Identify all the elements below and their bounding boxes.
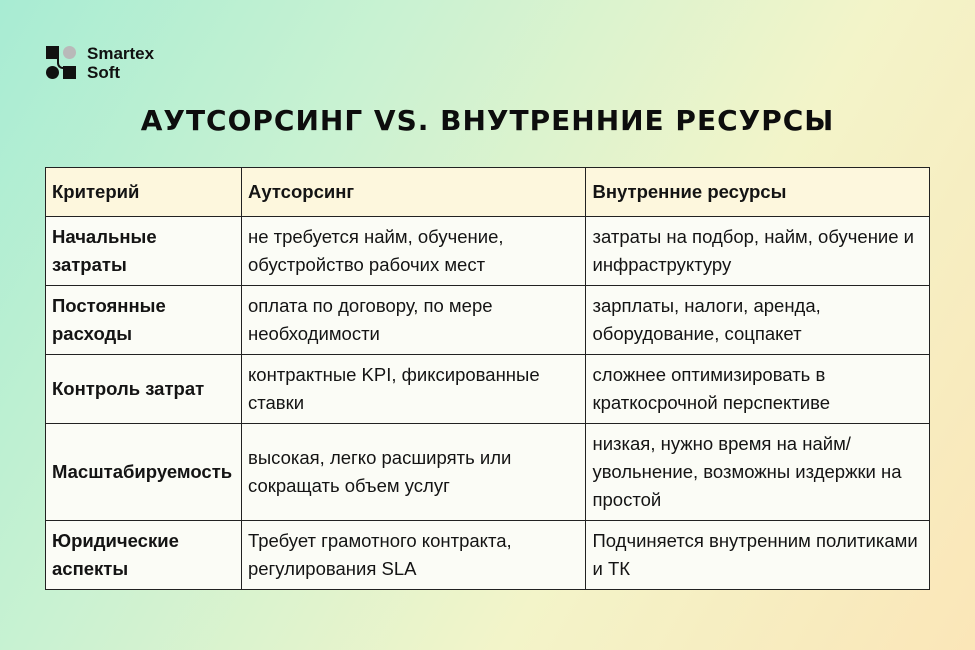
row-internal: Подчиняется внутренним политиками и ТК xyxy=(586,521,930,590)
header-internal: Внутренние ресурсы xyxy=(586,168,930,217)
logo-text xyxy=(87,44,154,82)
row-internal: зарплаты, налоги, аренда, оборудование, соцпакет xyxy=(586,286,930,355)
table-row xyxy=(46,355,930,424)
row-outsourcing: не требуется найм, обучение, обустройство рабочих мест xyxy=(241,217,586,286)
row-internal: затраты на подбор, найм, обучение и инфраструктуру xyxy=(586,217,930,286)
row-criterion: Масштабируемость xyxy=(46,424,242,521)
row-outsourcing: Требует грамотного контракта, регулирования SLA xyxy=(241,521,586,590)
table-row xyxy=(46,217,930,286)
row-outsourcing: высокая, легко расширять или сокращать объем услуг xyxy=(241,424,586,521)
table-row xyxy=(46,286,930,355)
header-outsourcing: Аутсорсинг xyxy=(241,168,586,217)
row-criterion: Начальные затраты xyxy=(46,217,242,286)
logo xyxy=(46,44,154,82)
logo-text-line1: Smartex xyxy=(87,44,155,63)
row-outsourcing: оплата по договору, по мере необходимости xyxy=(241,286,586,355)
header-criterion: Критерий xyxy=(46,168,242,217)
logo-mark-icon xyxy=(46,44,78,82)
page-title: АУТСОРСИНГ VS. ВНУТРЕННИЕ РЕСУРСЫ xyxy=(140,104,835,137)
logo-text-line2: Soft xyxy=(87,63,121,82)
row-criterion: Контроль затрат xyxy=(46,355,242,424)
row-internal: сложнее оптимизировать в краткосрочной перспективе xyxy=(586,355,930,424)
row-outsourcing: контрактные KPI, фиксированные ставки xyxy=(241,355,586,424)
comparison-table xyxy=(45,167,930,590)
row-criterion: Постоянные расходы xyxy=(46,286,242,355)
table-row xyxy=(46,521,930,590)
row-internal: низкая, нужно время на найм/ увольнение, возможны издержки на простой xyxy=(586,424,930,521)
table-header-row xyxy=(46,168,930,217)
table-row xyxy=(46,424,930,521)
row-criterion: Юридические аспекты xyxy=(46,521,242,590)
